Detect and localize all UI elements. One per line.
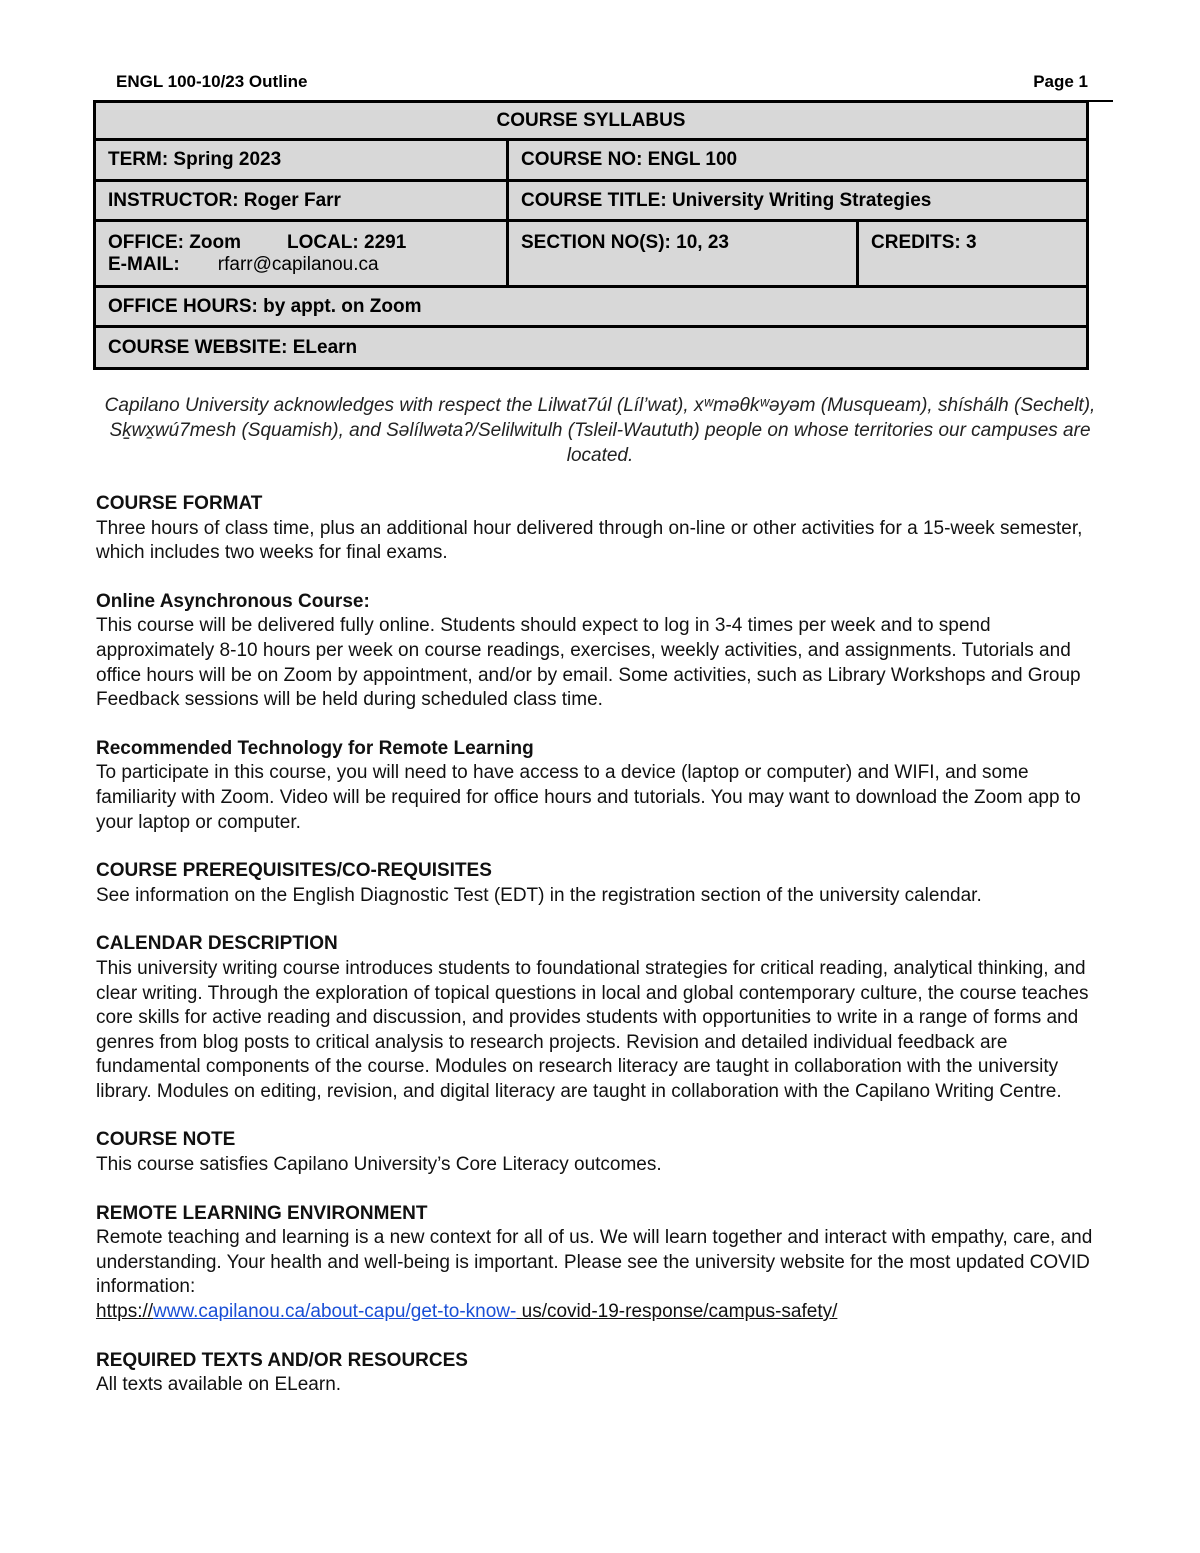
section-heading: COURSE FORMAT xyxy=(96,493,263,514)
section-heading: Recommended Technology for Remote Learning xyxy=(96,737,534,759)
section-heading: Online Asynchronous Course: xyxy=(96,590,370,612)
section-nos-cell xyxy=(506,222,856,285)
table-row xyxy=(96,182,1086,222)
syllabus-content xyxy=(96,492,1096,1422)
technology-section xyxy=(96,737,1096,835)
section-nos-value: SECTION NO(S): 10, 23 xyxy=(521,232,729,253)
course-format-section xyxy=(96,492,1096,566)
page-header xyxy=(116,72,1088,92)
course-note-section xyxy=(96,1128,1096,1177)
table-row xyxy=(96,328,1086,367)
term-cell: TERM: Spring 2023 xyxy=(108,149,282,170)
section-body: Three hours of class time, plus an additional hour delivered through on-line or other activities for a 15-week semester, which includes two weeks for final exams. xyxy=(96,517,1083,564)
table-row xyxy=(96,141,1086,182)
email-value: rfarr@capilanou.ca xyxy=(217,254,379,275)
land-acknowledgement: Capilano University acknowledges with respect the Lilwat7úl (Líl’wat), xʷməθkʷəyəm (Musqueam), shíshálh (Sechelt), Sḵwx̱wú7mesh (Squamish), and Səlílwətaʔ/Selilwitulh (Tsleil-Waututh) people on whose territories our campuses are located. xyxy=(104,395,1096,466)
instructor-cell: INSTRUCTOR: Roger Farr xyxy=(108,189,341,211)
course-title-cell: COURSE TITLE: University Writing Strategies xyxy=(506,182,1086,219)
email-line xyxy=(108,254,379,276)
local-value: LOCAL: 2291 xyxy=(286,232,407,253)
table-row xyxy=(96,222,1086,288)
section-heading: REQUIRED TEXTS AND/OR RESOURCES xyxy=(96,1349,468,1371)
table-row xyxy=(96,288,1086,328)
section-heading: CALENDAR DESCRIPTION xyxy=(96,933,338,955)
page-number: Page 1 xyxy=(1033,72,1088,91)
section-heading: REMOTE LEARNING ENVIRONMENT xyxy=(96,1202,428,1224)
section-body: This course satisfies Capilano University’s Core Literacy outcomes. xyxy=(96,1154,662,1176)
prerequisites-section xyxy=(96,859,1096,908)
section-body: Remote teaching and learning is a new context for all of us. We will learn together and interact with empathy, care, and understanding. Your health and well-being is important. Please see the university website for the most updated COVID information: xyxy=(96,1227,1093,1298)
credits-cell xyxy=(856,222,1086,285)
office-hours-cell: OFFICE HOURS: by appt. on Zoom xyxy=(108,295,422,317)
section-body: To participate in this course, you will need to have access to a device (laptop or computer) and WIFI, and some familiarity with Zoom. Video will be required for office hours and tutorials. You may want to download the Zoom app to your laptop or computer. xyxy=(96,762,1081,833)
syllabus-table xyxy=(93,100,1089,370)
table-title-row xyxy=(96,103,1086,141)
section-body: This university writing course introduces students to foundational strategies for critical reading, analytical thinking, and clear writing. Through the exploration of topical questions in local and global contemporary culture, the course teaches core skills for active reading and discussion, and provides students with opportunities to write in a range of forms and genres from blog posts to critical analysis to research projects. Revision and detailed individual feedback are fundamental components of the course. Modules on research literacy are taught in collaboration with the university library. Modules on editing, revision, and digital literacy are taught in collaboration with the Capilano Writing Centre. xyxy=(96,957,1089,1102)
link-main[interactable]: www.capilanou.ca/about-capu/get-to-know- xyxy=(153,1301,517,1323)
email-label: E-MAIL: xyxy=(108,254,180,275)
section-heading: COURSE PREREQUISITES/CO-REQUISITES xyxy=(96,860,492,882)
calendar-description-section xyxy=(96,932,1096,1104)
table-title: COURSE SYLLABUS xyxy=(496,109,686,131)
office-cell xyxy=(96,222,506,285)
remote-learning-section xyxy=(96,1202,1096,1325)
required-texts-section xyxy=(96,1349,1096,1398)
section-heading: COURSE NOTE xyxy=(96,1129,236,1151)
course-no-cell: COURSE NO: ENGL 100 xyxy=(506,141,1086,179)
header-rule xyxy=(1087,100,1113,102)
section-body: See information on the English Diagnostic Test (EDT) in the registration section of the university calendar. xyxy=(96,884,982,906)
website-cell: COURSE WEBSITE: ELearn xyxy=(108,336,358,358)
link-prefix[interactable]: https:// xyxy=(96,1301,154,1323)
section-body: This course will be delivered fully online. Students should expect to log in 3-4 times per week and to spend approximately 8-10 hours per week on course readings, exercises, weekly activities, and assignments. Tutorials and office hours will be on Zoom by appointment, and/or by email. Some activities, such as Library Workshops and Group Feedback sessions will be held during scheduled class time. xyxy=(96,615,1081,711)
online-course-section xyxy=(96,590,1096,713)
credits-value: CREDITS: 3 xyxy=(871,232,977,253)
link-rest[interactable]: us/covid-19-response/campus-safety/ xyxy=(516,1301,838,1323)
section-body: All texts available on ELearn. xyxy=(96,1374,342,1396)
office-value: OFFICE: Zoom xyxy=(108,232,241,253)
office-line xyxy=(108,232,406,254)
covid-info-link[interactable] xyxy=(96,1300,1096,1325)
document-title: ENGL 100-10/23 Outline xyxy=(116,72,308,91)
